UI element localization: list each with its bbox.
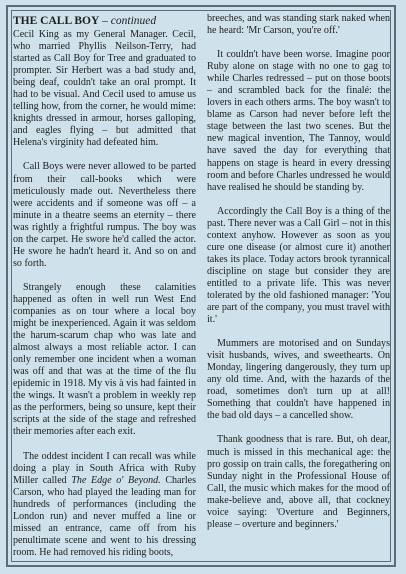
paragraph: It couldn't have been worse. Imagine poor Ruby alone on stage with no one to gag to while Charles redressed – put on those boots – and scrambled back for the finalé: the lovers in each others arms. The boy wasn't to blame as Carson had never before left the stage between the last two scenes. But the new magical invention, The Tannoy, would have saved the day for everything that happens on stage is heard in every dressing room and before Charles undressed he would have realised he should be standing by. — [207, 49, 390, 193]
paragraph: Thank goodness that is rare. But, oh dear, much is missed in this mechanical age: the pro gossip on train calls, the foregathering on Sunday night in the Professional House of Call, the music which makes for the mood of make-believe and, above all, that cockney voice saying: 'Overture and Beginners, please – overture and beginners.' — [207, 434, 390, 530]
paragraph: breeches, and was standing stark naked when he heard: 'Mr Carson, you're off.' — [207, 13, 390, 37]
paragraph-text: The oddest incident I can recall was while doing a play in South Africa with Ruby Miller called — [13, 450, 196, 486]
article-heading — [13, 14, 156, 28]
article-title: THE CALL BOY — [13, 15, 100, 27]
paragraph: Mummers are motorised and on Sundays visit husbands, wives, and sweethearts. On Monday, lingering dangerously, they turn up any old time. And, with the hazards of the road, sometimes don't turn up at all! Something that couldn't have happened in the bad old days – a cancelled show. — [207, 338, 390, 422]
continued-label: – continued — [102, 15, 157, 27]
paragraph-text: Charles Carson, who had played the leading man for hundreds of performances (including the London run) and never muffed a line or missed an entrance, came off from his penultimate scene and went to his dressing room. He had removed his riding boots, — [13, 474, 197, 558]
paragraph: Cecil King as my General Manager. Cecil, who married Phyllis Neilson-Terry, had started as Call Boy for Tree and graduated to prompter. Sir Herbert was a bad study and, being deaf, couldn't take an oral prompt. It had to be visual. And Cecil used to amuse us telling how, from the corner, he would mime: knights dressed in armour, horses galloping, and eagles flying – but admitted that Helena's virginity had defeated him. — [13, 29, 196, 149]
paragraph: Call Boys were never allowed to be parted from their call-books which were meticulously made out. Nevertheless there were accidents and if someone was off – a minute in a theatre seems an eternity – there was rightly a frightful rumpus. The boy was on the carpet. He swore he'd called the actor. He swore he hadn't heard it. And so on and so forth. — [13, 161, 196, 269]
paragraph: Strangely enough these calamities happened as often in well run West End companies as on tour where a local boy might be inexperienced. Again it was seldom the harum-scarum chap who was late and almost always a most reliable actor. I can only remember one incident when a woman was off and that was at the time of the flu epidemic in 1918. My vis à vis had fainted in the wings. It wasn't a problem in weekly rep as the performers, being so unsure, kept their scripts at the side of the stage and refreshed their memories after each exit. — [13, 281, 196, 438]
play-title: The Edge o' Beyond. — [71, 474, 161, 486]
paragraph — [13, 451, 196, 559]
left-column — [13, 29, 196, 571]
paragraph: Accordingly the Call Boy is a thing of the past. There never was a Call Girl – not in this context anyhow. However as soon as you cure one disease (or almost cure it) another takes its place. Today actors brook tyrannical discipline on stage but consider they are entitled to a private life. This was never tolerated by the old fashioned manager: 'You are part of the company, you must travel with it.' — [207, 205, 390, 326]
right-column — [207, 13, 390, 543]
